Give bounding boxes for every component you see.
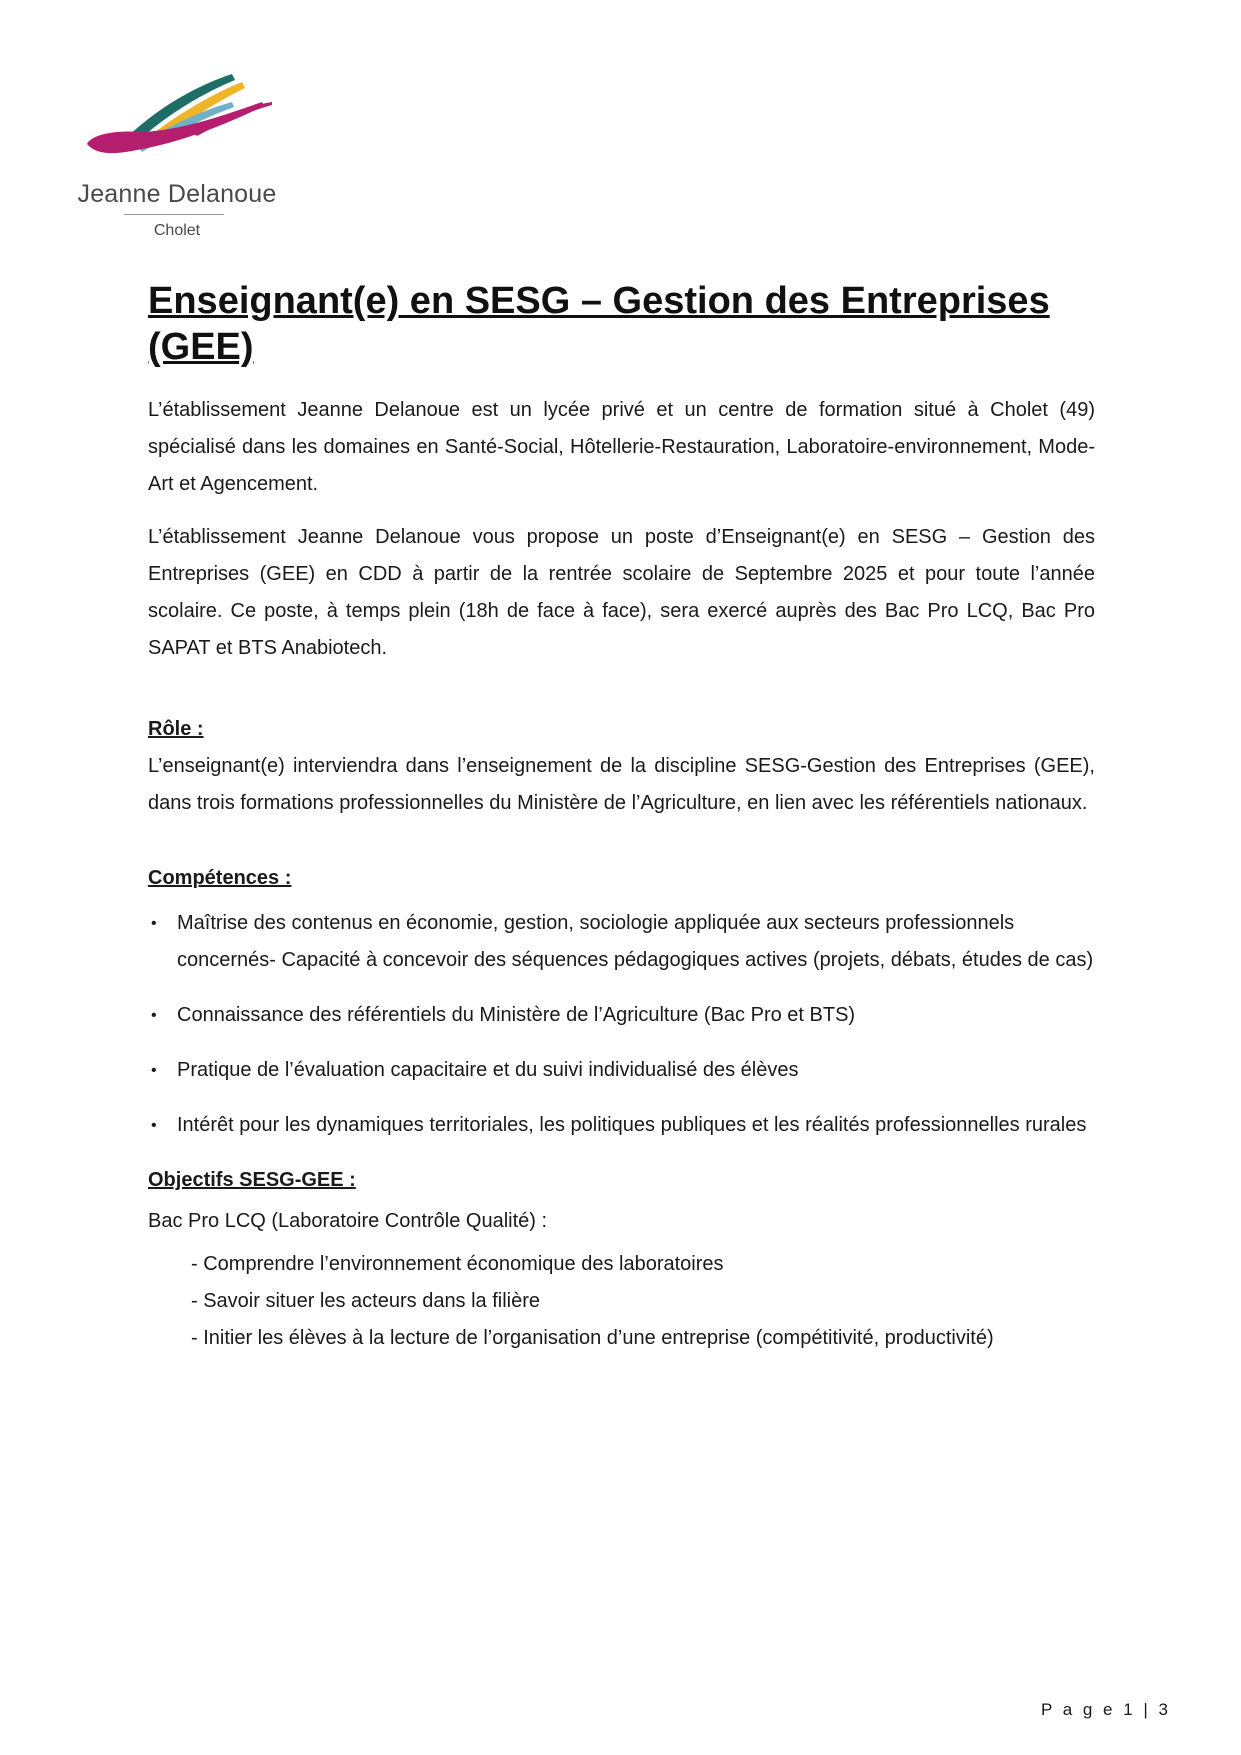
bullet-icon: • [151,1117,157,1134]
bullet-icon: • [151,1007,157,1024]
logo-name: Jeanne Delanoue [77,180,277,208]
objectifs-list [148,1246,1095,1357]
list-item: - Comprendre l’environnement économique des laboratoires [191,1253,724,1275]
competences-heading: Compétences : [148,867,292,889]
competences-list [148,905,1095,1144]
list-item-text: Maîtrise des contenus en économie, gestion, sociologie appliquée aux secteurs professionnels concernés- Capacité à concevoir des séquences pédagogiques actives (projets, débats, études de cas) [177,912,1094,971]
objectifs-heading: Objectifs SESG-GEE : [148,1169,356,1191]
list-item-text: Pratique de l’évaluation capacitaire et du suivi individualisé des élèves [177,1059,799,1081]
document-body [148,278,1095,1357]
page-number: P a g e 1 | 3 [1040,1700,1171,1719]
institution-logo [62,72,292,252]
role-heading: Rôle : [148,718,204,740]
bullet-icon: • [151,915,157,932]
list-item [148,1052,1095,1089]
list-item [148,905,1095,979]
logo-divider [124,214,224,215]
list-item [148,997,1095,1034]
list-item-text: Connaissance des référentiels du Ministère de l’Agriculture (Bac Pro et BTS) [177,1004,856,1026]
logo-city: Cholet [153,222,201,239]
list-item [148,1107,1095,1144]
intro-paragraph-1: L’établissement Jeanne Delanoue est un lycée privé et un centre de formation situé à Cholet (49) spécialisé dans les domaines en Santé-Social, Hôtellerie-Restauration, Laboratoire-environnement, Mode-Art et Agencement. [148,399,1095,495]
bullet-icon: • [151,1062,157,1079]
objectifs-intro: Bac Pro LCQ (Laboratoire Contrôle Qualité) : [148,1210,548,1232]
intro-paragraph-2: L’établissement Jeanne Delanoue vous propose un poste d’Enseignant(e) en SESG – Gestion des Entreprises (GEE) en CDD à partir de la rentrée scolaire de Septembre 2025 et pour toute l’année scolaire. Ce poste, à temps plein (18h de face à face), sera exercé auprès des Bac Pro LCQ, Bac Pro SAPAT et BTS Anabiotech. [148,526,1095,659]
list-item: - Savoir situer les acteurs dans la filière [191,1290,541,1312]
page-title: Enseignant(e) en SESG – Gestion des Entreprises (GEE) [148,280,1050,368]
list-item: - Initier les élèves à la lecture de l’organisation d’une entreprise (compétitivité, productivité) [191,1327,994,1349]
list-item-text: Intérêt pour les dynamiques territoriales, les politiques publiques et les réalités professionnelles rurales [177,1114,1087,1136]
role-text: L’enseignant(e) interviendra dans l’enseignement de la discipline SESG-Gestion des Entreprises (GEE), dans trois formations professionnelles du Ministère de l’Agriculture, en lien avec les référentiels nationaux. [148,755,1095,814]
feather-strokes-icon [82,72,282,172]
